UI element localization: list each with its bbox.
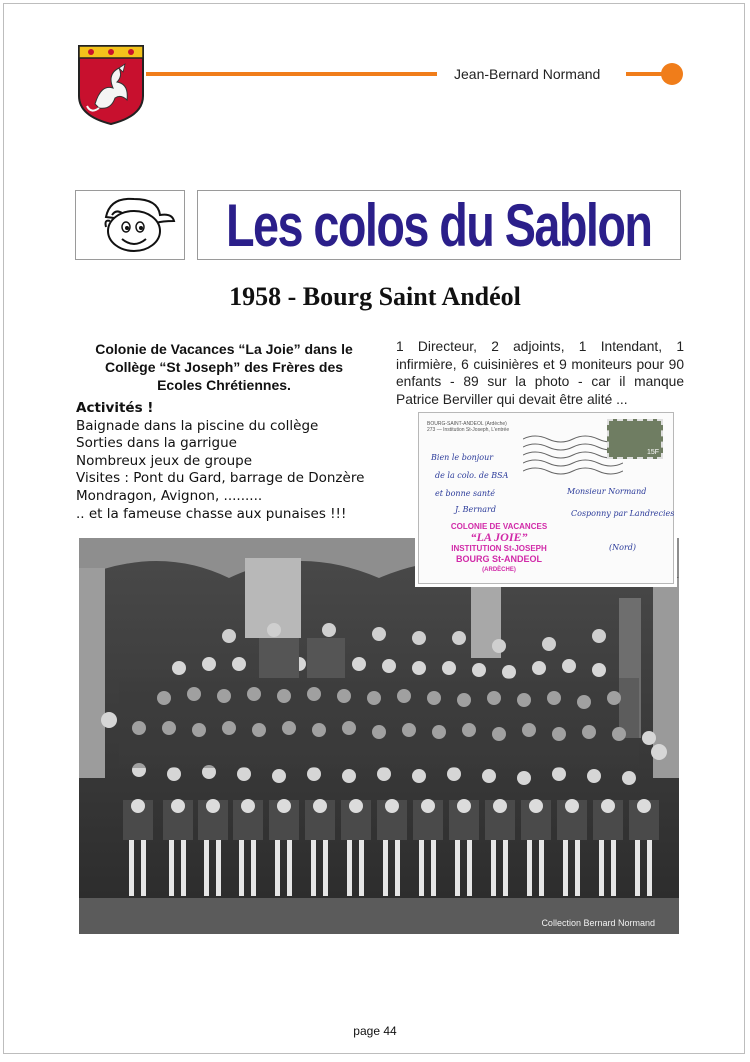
postcard-address: BOURG-SAINT-ANDEOL (Ardèche) 273 — Institution St-Joseph, L'entrée [427,421,510,433]
page-number: page 44 [353,1024,397,1038]
handwriting-line: (Nord) [609,543,637,552]
header-dot-icon [661,63,683,85]
handwriting-line: Monsieur Normand [567,487,647,496]
coat-of-arms-icon [77,44,145,126]
handwriting-line: Cosponny par Landrecies [571,509,675,518]
handwriting-line: Bien le bonjour [431,453,494,462]
activity-item: Sorties dans la garrigue [76,435,237,452]
activity-item: Visites : Pont du Gard, barrage de Donzère [76,470,365,487]
title-banner [197,190,681,260]
group-photo [79,538,679,934]
page-title: Les colos du Sablon [226,191,652,259]
activity-item: Baignade dans la piscine du collège [76,417,319,434]
postcard-image [418,412,674,584]
activity-item: Nombreux jeux de groupe [76,452,253,469]
postage-stamp-icon: 15F [607,419,663,459]
intro-line: Collège “St Joseph” des Frères des [104,359,344,375]
activity-item: Mondragon, Avignon, ......... [76,487,263,504]
author-name: Jean-Bernard Normand [454,66,601,82]
photo-credit: Collection Bernard Normand [541,918,655,928]
intro-text [76,340,372,394]
mascot-icon [75,190,185,260]
handwriting-line: et bonne santé [435,489,495,498]
header-rule-left [146,72,437,76]
intro-line: Colonie de Vacances “La Joie” dans le [95,341,353,357]
activities-heading: Activités ! [76,400,154,416]
page-subtitle: 1958 - Bourg Saint Andéol [229,282,521,311]
activities-list [76,400,396,523]
colony-rubber-stamp: COLONIE DE VACANCES “LA JOIE” INSTITUTION St-JOSEPH BOURG St-ANDEOL (ARDÈCHE) [450,522,548,573]
staff-paragraph: 1 Directeur, 2 adjoints, 1 Intendant, 1 infirmière, 6 cuisinières et 9 moniteurs pour 90 enfants - 89 sur la photo - car il manque Patrice Berviller qui devait être alité ... [396,339,684,407]
document-page [3,3,745,1054]
activity-item: .. et la fameuse chasse aux punaises !!! [76,505,347,522]
intro-line: Ecoles Chrétiennes. [157,377,291,393]
handwriting-line: J. Bernard [455,505,496,514]
handwriting-line: de la colo. de BSA [435,471,509,480]
